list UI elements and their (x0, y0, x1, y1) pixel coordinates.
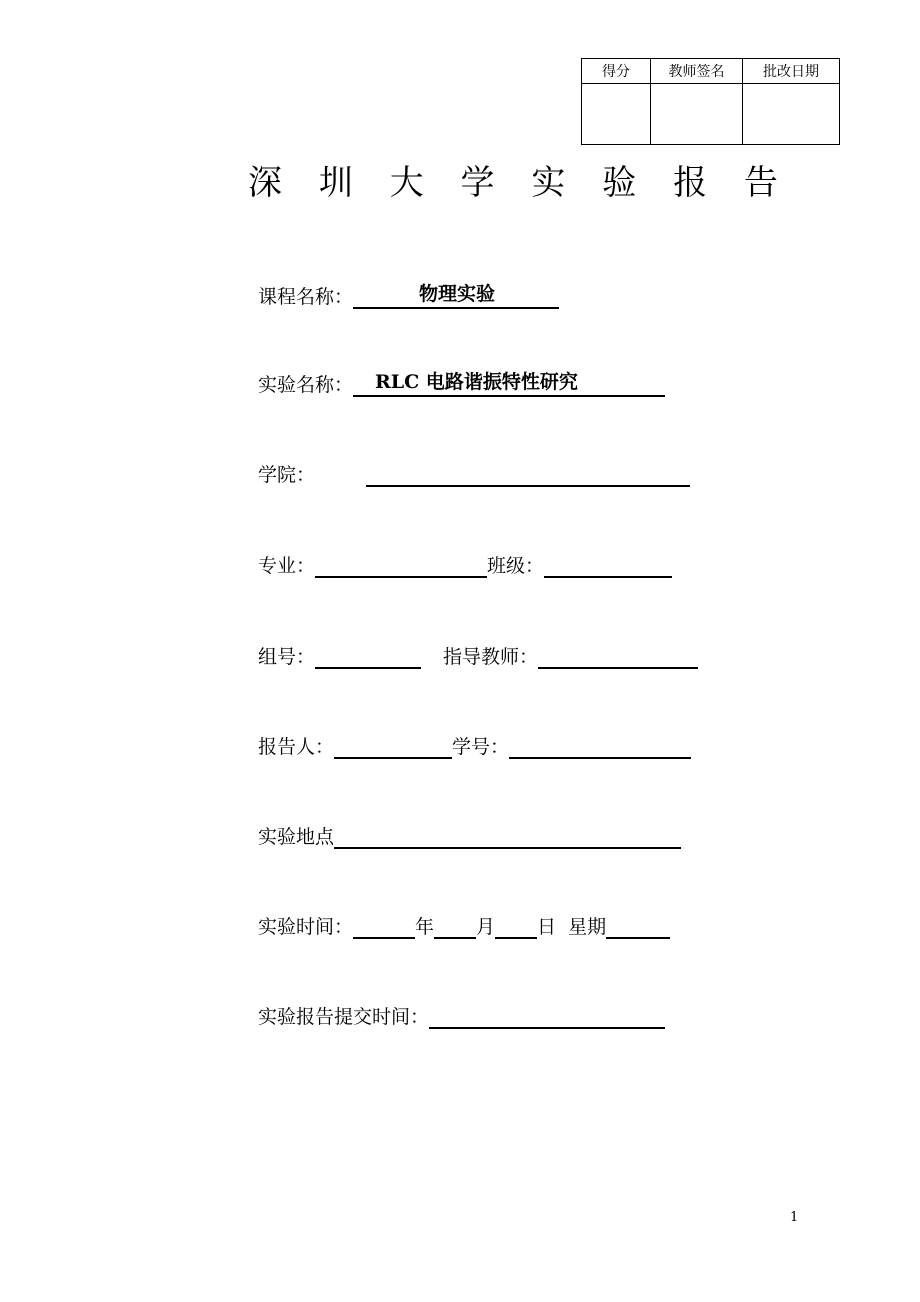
course-label: 课程名称： (258, 286, 354, 308)
grade-header: 得分 (582, 59, 651, 84)
title-char: 实 (531, 163, 566, 203)
class-label: 班级： (487, 555, 545, 577)
title-char: 深 (248, 163, 282, 203)
course-row (258, 283, 559, 309)
student-id-field[interactable] (509, 733, 691, 759)
teacher-signature-cell[interactable] (651, 84, 743, 145)
location-label: 实验地点 (258, 826, 335, 848)
advisor-label: 指导教师： (443, 646, 539, 668)
month-field[interactable] (434, 913, 476, 939)
college-field[interactable] (366, 461, 690, 487)
group-label: 组号： (258, 646, 316, 668)
grade-cell[interactable] (582, 84, 651, 145)
grading-date-cell[interactable] (743, 84, 840, 145)
time-label: 实验时间： (258, 916, 354, 938)
title-char: 大 (389, 163, 424, 203)
weekday-label: 星期 (568, 916, 607, 938)
group-advisor-row (258, 643, 698, 669)
submit-time-row (258, 1003, 665, 1029)
year-field[interactable] (353, 913, 415, 939)
grading-date-header: 批改日期 (743, 59, 840, 84)
weekday-field[interactable] (606, 913, 670, 939)
college-label: 学院： (258, 464, 316, 486)
title-char: 告 (743, 163, 778, 203)
month-label: 月 (476, 916, 496, 938)
page-number: 1 (790, 1210, 799, 1225)
title-char: 学 (460, 163, 495, 203)
course-value: 物理实验 (419, 283, 496, 305)
day-label: 日 (537, 916, 557, 938)
location-row (258, 823, 681, 849)
group-field[interactable] (315, 643, 421, 669)
experiment-time-row (258, 913, 670, 939)
grading-table (581, 58, 840, 145)
college-row (258, 461, 690, 487)
year-label: 年 (415, 916, 435, 938)
title-char: 圳 (318, 163, 353, 203)
title-char: 报 (673, 163, 708, 203)
reporter-id-row (258, 733, 691, 759)
report-title (248, 155, 778, 204)
experiment-row (258, 371, 665, 397)
experiment-label: 实验名称： (258, 374, 354, 396)
major-class-row (258, 552, 672, 578)
location-field[interactable] (334, 823, 681, 849)
reporter-label: 报告人： (258, 736, 335, 758)
day-field[interactable] (495, 913, 537, 939)
submit-time-field[interactable] (429, 1003, 665, 1029)
submit-time-label: 实验报告提交时间： (258, 1006, 430, 1028)
title-char: 验 (602, 163, 637, 203)
major-label: 专业： (258, 555, 316, 577)
experiment-field[interactable] (353, 371, 665, 397)
experiment-value: RLC 电路谐振特性研究 (375, 371, 578, 393)
major-field[interactable] (315, 552, 487, 578)
course-field[interactable] (353, 283, 559, 309)
class-field[interactable] (544, 552, 672, 578)
reporter-field[interactable] (334, 733, 452, 759)
teacher-signature-header: 教师签名 (651, 59, 743, 84)
advisor-field[interactable] (538, 643, 698, 669)
student-id-label: 学号： (452, 736, 510, 758)
